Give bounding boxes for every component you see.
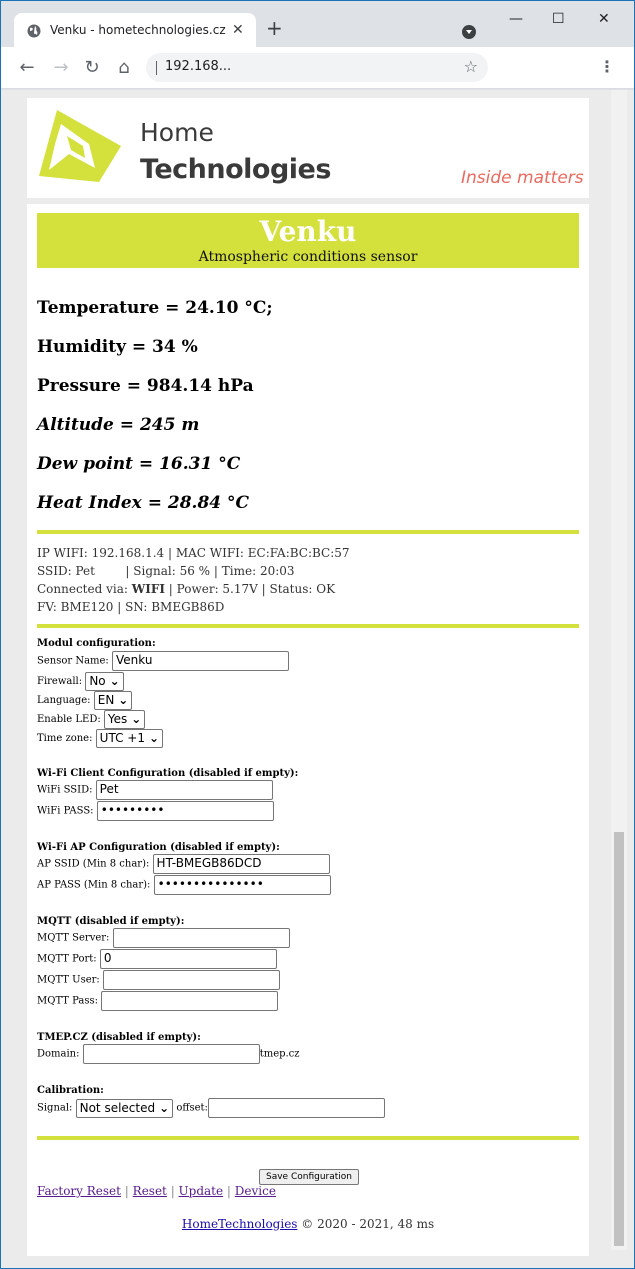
mqtt-title: MQTT (disabled if empty): <box>37 916 185 927</box>
header-card <box>27 98 589 198</box>
led-label: Enable LED: <box>37 714 101 725</box>
dew-point-reading: Dew point = 16.31 °C <box>37 454 241 474</box>
save-configuration-row <box>259 1164 359 1185</box>
wifi-ssid-row <box>37 780 273 800</box>
language-row <box>37 691 132 710</box>
link-separator: | <box>120 1184 133 1198</box>
divider <box>37 530 579 534</box>
brand-home: Home <box>140 118 214 147</box>
tmep-domain-input[interactable] <box>83 1044 260 1064</box>
mqtt-user-label: MQTT User: <box>37 974 100 986</box>
ap-ssid-label: AP SSID (Min 8 char): <box>37 858 150 870</box>
heat-index-reading: Heat Index = 28.84 °C <box>37 493 250 513</box>
home-icon[interactable]: ⌂ <box>118 57 130 78</box>
firewall-label: Firewall: <box>37 676 83 687</box>
sensor-name-input[interactable]: Venku <box>112 651 289 671</box>
tmep-title: TMEP.CZ (disabled if empty): <box>37 1032 201 1043</box>
humidity-reading: Humidity = 34 % <box>37 337 198 357</box>
page-footer <box>27 1217 589 1231</box>
wifi-ap-title: Wi-Fi AP Configuration (disabled if empty): <box>37 842 280 853</box>
home-technologies-logo <box>37 106 123 184</box>
browser-tab[interactable] <box>14 13 256 49</box>
action-links <box>37 1184 276 1198</box>
browser-toolbar <box>1 47 634 89</box>
led-select[interactable]: Yes ⌄ <box>104 710 145 729</box>
maximize-button[interactable]: ☐ <box>552 11 565 27</box>
globe-icon <box>27 24 41 38</box>
wifi-ssid-input[interactable]: Pet <box>96 780 273 800</box>
mqtt-server-input[interactable] <box>113 928 290 948</box>
device-link[interactable]: Device <box>234 1184 276 1198</box>
altitude-reading: Altitude = 245 m <box>37 415 200 435</box>
tmep-suffix: tmep.cz <box>259 1048 300 1060</box>
language-select[interactable]: EN ⌄ <box>94 691 133 710</box>
factory-reset-link[interactable]: Factory Reset <box>37 1184 121 1198</box>
forward-arrow-icon[interactable]: → <box>53 57 69 78</box>
status-line-firmware: FV: BME120 | SN: BMEGB86D <box>37 600 225 614</box>
ap-ssid-input[interactable]: HT-BMEGB86DCD <box>153 854 330 874</box>
firewall-row <box>37 672 124 691</box>
cursor-caret <box>156 61 157 75</box>
address-url[interactable]: 192.168... <box>165 59 232 74</box>
device-subtitle: Atmospheric conditions sensor <box>198 249 418 265</box>
tmep-domain-row <box>37 1044 300 1064</box>
ap-pass-input[interactable]: ••••••••••••••• <box>154 875 331 895</box>
pressure-reading: Pressure = 984.14 hPa <box>37 376 254 396</box>
status-line-connection <box>37 580 350 598</box>
timezone-label: Time zone: <box>37 733 93 744</box>
status-line-signal: SSID: Pet | Signal: 56 % | Time: 20:03 <box>37 564 295 578</box>
wifi-client-title: Wi-Fi Client Configuration (disabled if empty): <box>37 768 299 779</box>
wifi-ssid-label: WiFi SSID: <box>37 784 93 796</box>
copyright-text: © 2020 - 2021, 48 ms <box>297 1217 435 1231</box>
reload-icon[interactable]: ↻ <box>84 57 100 78</box>
sensor-name-label: Sensor Name: <box>37 655 109 667</box>
ap-pass-label: AP PASS (Min 8 char): <box>37 879 151 891</box>
mqtt-pass-input[interactable] <box>101 991 278 1011</box>
ap-ssid-row <box>37 854 330 874</box>
page-viewport <box>1 90 634 1268</box>
mqtt-port-label: MQTT Port: <box>37 953 97 965</box>
device-name: Venku <box>259 215 357 248</box>
mqtt-user-input[interactable] <box>103 970 280 990</box>
reset-link[interactable]: Reset <box>132 1184 167 1198</box>
firewall-select[interactable]: No ⌄ <box>85 672 123 691</box>
tmep-domain-label: Domain: <box>37 1048 80 1060</box>
close-window-button[interactable]: ✕ <box>598 11 610 27</box>
main-card <box>27 204 589 1256</box>
status-info <box>37 544 350 616</box>
mqtt-server-label: MQTT Server: <box>37 932 110 944</box>
tab-strip <box>1 1 634 47</box>
signal-label: Signal: <box>37 1102 73 1114</box>
tab-search-icon[interactable] <box>462 25 476 39</box>
led-row <box>37 710 145 729</box>
signal-select[interactable]: Not selected ⌄ <box>76 1099 174 1118</box>
back-arrow-icon[interactable]: ← <box>19 57 35 78</box>
timezone-row <box>37 729 163 748</box>
status-line-network: IP WIFI: 192.168.1.4 | MAC WIFI: EC:FA:BC:BC:57 <box>37 546 350 560</box>
brand-technologies: Technologies <box>140 154 331 185</box>
calibration-row <box>37 1098 385 1118</box>
hometechnologies-link[interactable]: HomeTechnologies <box>181 1217 298 1231</box>
wifi-pass-input[interactable]: ••••••••• <box>97 801 274 821</box>
address-bar[interactable] <box>146 53 488 82</box>
update-link[interactable]: Update <box>178 1184 224 1198</box>
link-separator: | <box>223 1184 235 1198</box>
mqtt-pass-row <box>37 991 278 1011</box>
wifi-pass-row <box>37 801 274 821</box>
device-banner <box>37 213 579 268</box>
connected-label: Connected via: <box>37 582 132 596</box>
new-tab-button[interactable]: + <box>266 16 283 40</box>
divider <box>37 624 579 628</box>
mqtt-pass-label: MQTT Pass: <box>37 995 99 1007</box>
ap-pass-row <box>37 875 331 895</box>
timezone-select[interactable]: UTC +1 ⌄ <box>96 729 163 748</box>
bookmark-star-icon[interactable]: ☆ <box>463 57 478 76</box>
calibration-title: Calibration: <box>37 1085 104 1096</box>
tab-title: Venku - hometechnologies.cz <box>50 23 226 37</box>
tagline: Inside matters <box>461 168 584 188</box>
link-separator: | <box>166 1184 179 1198</box>
divider <box>37 1136 579 1140</box>
kebab-menu-icon[interactable]: ⋮ <box>599 57 615 76</box>
modul-config-title: Modul configuration: <box>37 638 156 649</box>
mqtt-user-row <box>37 970 280 990</box>
language-label: Language: <box>37 695 91 706</box>
save-configuration-button[interactable]: Save Configuration <box>259 1169 359 1185</box>
scrollbar-thumb[interactable] <box>614 832 624 1246</box>
connection-type: WIFI <box>131 582 165 596</box>
mqtt-port-row <box>37 949 277 969</box>
offset-input[interactable] <box>208 1098 385 1118</box>
mqtt-server-row <box>37 928 290 948</box>
minimize-button[interactable]: — <box>509 11 523 27</box>
power-status: | Power: 5.17V | Status: OK <box>164 582 336 596</box>
temperature-reading: Temperature = 24.10 °C; <box>37 298 273 318</box>
tab-close-icon[interactable]: ✕ <box>232 22 244 38</box>
browser-window <box>1 1 634 1268</box>
mqtt-port-input[interactable]: 0 <box>100 949 277 969</box>
sensor-name-row <box>37 651 289 671</box>
offset-label: offset: <box>176 1102 208 1114</box>
wifi-pass-label: WiFi PASS: <box>37 805 94 817</box>
